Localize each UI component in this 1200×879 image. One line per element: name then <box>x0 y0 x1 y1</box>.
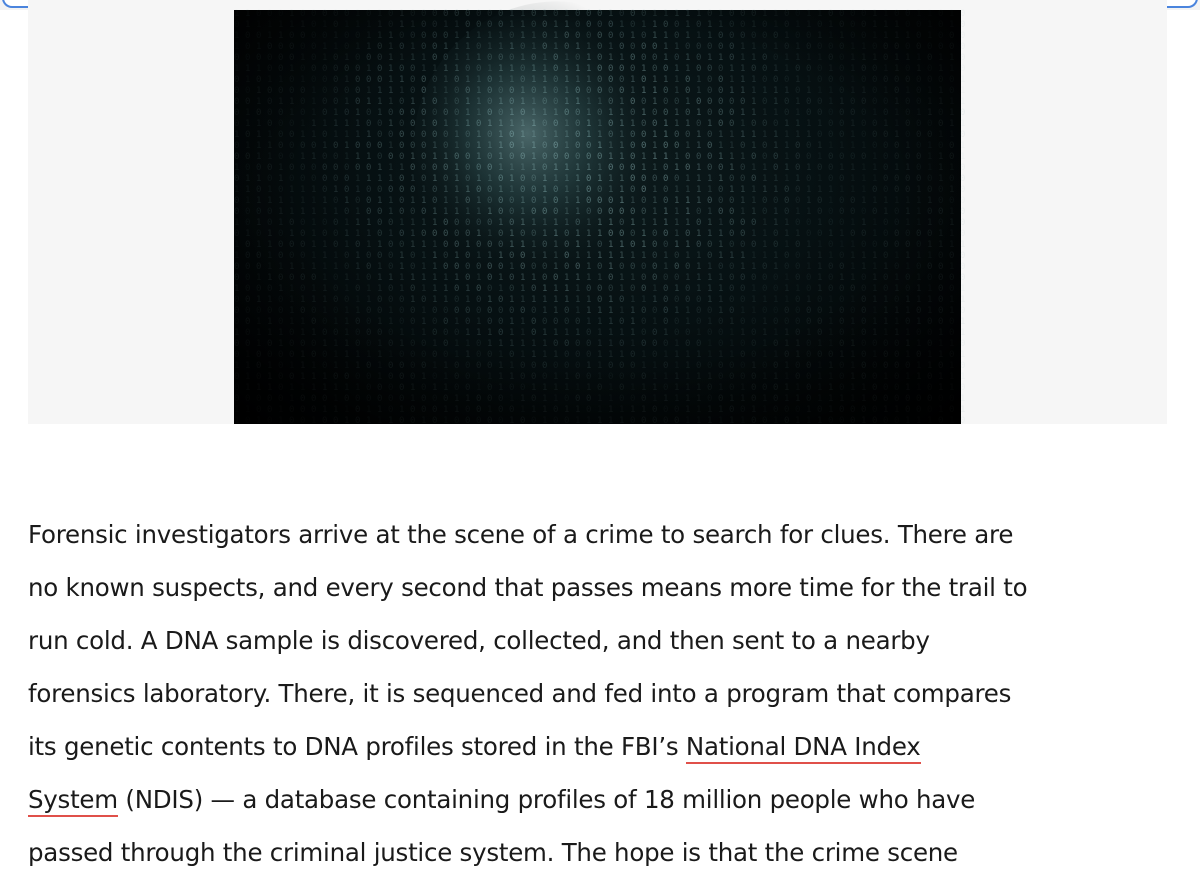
binary-digit: 0 <box>960 130 965 140</box>
binary-digit: 1 <box>960 350 965 360</box>
binary-digit: 0 <box>960 196 965 206</box>
paragraph-line-5 <box>28 720 1178 773</box>
binary-digit: 1 <box>960 372 965 382</box>
binary-digit: 0 <box>960 229 965 239</box>
binary-digit: 1 <box>960 75 965 85</box>
paragraph-line-6-text: (NDIS) — a database containing profiles of 18 million people who have <box>118 785 975 814</box>
binary-digit: 0 <box>960 361 965 371</box>
paragraph-line-4: forensics laboratory. There, it is sequenced and fed into a program that compares <box>28 667 1178 720</box>
binary-digit: 0 <box>960 163 965 173</box>
binary-digit: 0 <box>960 306 965 316</box>
paragraph-line-1: Forensic investigators arrive at the scene of a crime to search for clues. There are <box>28 508 1178 561</box>
binary-digit: 1 <box>960 119 965 129</box>
paragraph-line-3: run cold. A DNA sample is discovered, collected, and then sent to a nearby <box>28 614 1178 667</box>
paragraph-line-5-text: its genetic contents to DNA profiles stored in the FBI’s <box>28 732 686 761</box>
binary-digit: 1 <box>960 394 965 404</box>
binary-digit: 1 <box>960 405 965 415</box>
paragraph-line-2: no known suspects, and every second that passes means more time for the trail to <box>28 561 1178 614</box>
binary-digit: 1 <box>960 295 965 305</box>
binary-digit: 1 <box>960 284 965 294</box>
binary-digit: 0 <box>960 108 965 118</box>
binary-digit: 0 <box>960 218 965 228</box>
binary-digit: 0 <box>960 262 965 272</box>
binary-digit: 0 <box>960 31 965 41</box>
binary-digit: 1 <box>960 328 965 338</box>
article-body <box>28 508 1178 879</box>
binary-digit: 0 <box>960 273 965 283</box>
binary-digit: 1 <box>960 152 965 162</box>
binary-digit: 1 <box>960 141 965 151</box>
binary-digit: 0 <box>960 64 965 74</box>
binary-digit: 1 <box>960 240 965 250</box>
binary-digit: 0 <box>960 42 965 52</box>
binary-digit: 0 <box>960 174 965 184</box>
binary-digit: 0 <box>960 53 965 63</box>
paragraph-line-6 <box>28 773 1178 826</box>
binary-digit: 0 <box>960 416 965 426</box>
binary-digit: 0 <box>960 185 965 195</box>
binary-digit: 1 <box>960 317 965 327</box>
binary-digit: 1 <box>960 86 965 96</box>
binary-digit: 1 <box>960 97 965 107</box>
binary-code-dna-image <box>234 10 961 424</box>
binary-digit: 0 <box>960 207 965 217</box>
binary-code-dna-image-art <box>234 10 961 424</box>
binary-digit: 0 <box>960 251 965 261</box>
ndis-link-part-1[interactable]: National DNA Index <box>686 732 921 764</box>
ndis-link-part-2[interactable]: System <box>28 785 118 817</box>
binary-digit: 0 <box>960 20 965 30</box>
binary-digit: 0 <box>960 9 965 19</box>
binary-digit: 0 <box>960 339 965 349</box>
binary-digit: 0 <box>960 383 965 393</box>
article-paragraph <box>28 508 1178 879</box>
paragraph-line-7: passed through the criminal justice system. The hope is that the crime scene <box>28 826 1178 879</box>
